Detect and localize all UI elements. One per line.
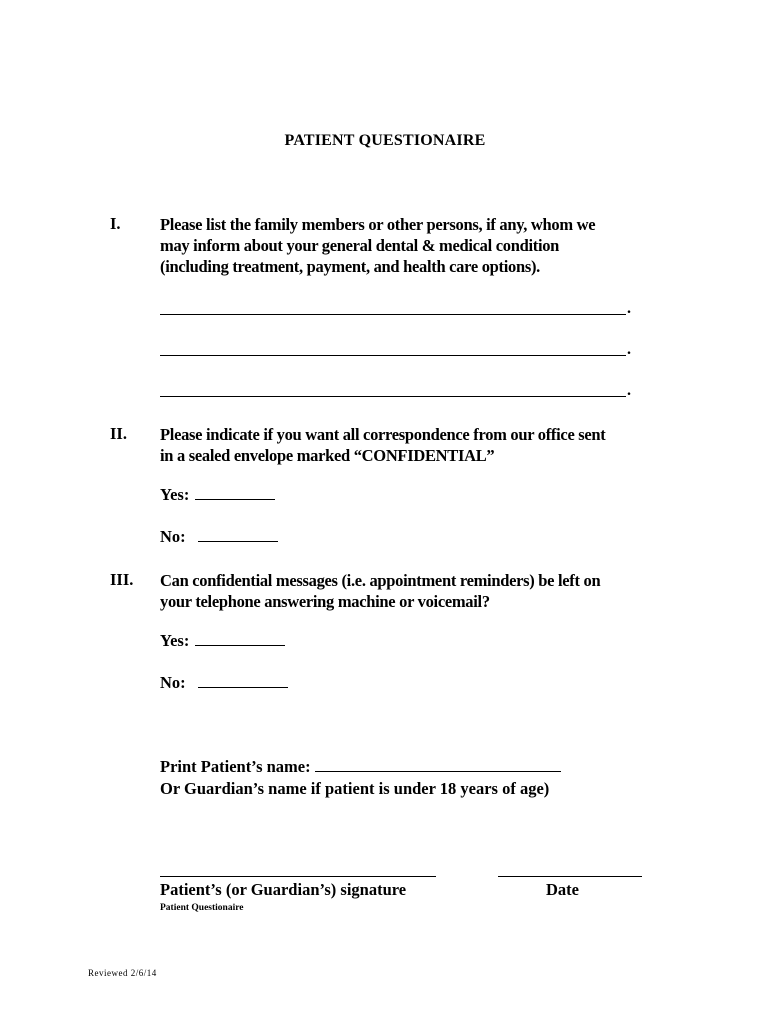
field-period: .	[627, 382, 631, 399]
section-2-line: in a sealed envelope marked “CONFIDENTIAL”	[160, 446, 495, 465]
yes-label: Yes:	[160, 485, 190, 504]
signature-field[interactable]	[160, 876, 436, 877]
section-1-line: (including treatment, payment, and health care options).	[160, 257, 540, 276]
section-1-line: Please list the family members or other persons, if any, whom we	[160, 215, 596, 234]
family-member-field-1[interactable]	[160, 314, 626, 315]
field-period: .	[627, 341, 631, 358]
section-2-yes-row	[160, 485, 275, 505]
section-3-line: Can confidential messages (i.e. appointment reminders) be left on	[160, 571, 601, 590]
form-caption: Patient Questionaire	[160, 903, 244, 913]
section-1-question	[160, 214, 595, 277]
print-name-label: Print Patient’s name:	[160, 757, 311, 776]
section-2-question	[160, 424, 606, 466]
section-3-numeral: III.	[110, 570, 134, 589]
reviewed-date: Reviewed 2/6/14	[88, 968, 157, 978]
section-2-no-field[interactable]	[198, 540, 278, 542]
signature-label: Patient’s (or Guardian’s) signature	[160, 880, 407, 899]
no-label: No:	[160, 673, 186, 692]
no-label: No:	[160, 527, 186, 546]
section-2-no-row	[160, 527, 278, 547]
date-label: Date	[546, 880, 579, 899]
section-3-yes-row	[160, 631, 285, 651]
field-period: .	[627, 300, 631, 317]
document-title: PATIENT QUESTIONAIRE	[284, 132, 486, 149]
section-3-no-row	[160, 673, 288, 693]
section-3-yes-field[interactable]	[195, 644, 285, 646]
family-member-field-2[interactable]	[160, 355, 626, 356]
section-2-line: Please indicate if you want all correspondence from our office sent	[160, 425, 606, 444]
date-field[interactable]	[498, 876, 642, 877]
yes-label: Yes:	[160, 631, 190, 650]
guardian-note: Or Guardian’s name if patient is under 18 years of age)	[160, 779, 550, 798]
print-name-row	[160, 757, 561, 777]
section-3-line: your telephone answering machine or voicemail?	[160, 592, 490, 611]
section-3-question	[160, 570, 600, 612]
section-2-yes-field[interactable]	[195, 498, 275, 500]
section-1-numeral: I.	[110, 214, 121, 233]
family-member-field-3[interactable]	[160, 396, 626, 397]
section-3-no-field[interactable]	[198, 686, 288, 688]
patient-name-field[interactable]	[315, 770, 561, 772]
section-1-line: may inform about your general dental & medical condition	[160, 236, 560, 255]
section-2-numeral: II.	[110, 424, 127, 443]
